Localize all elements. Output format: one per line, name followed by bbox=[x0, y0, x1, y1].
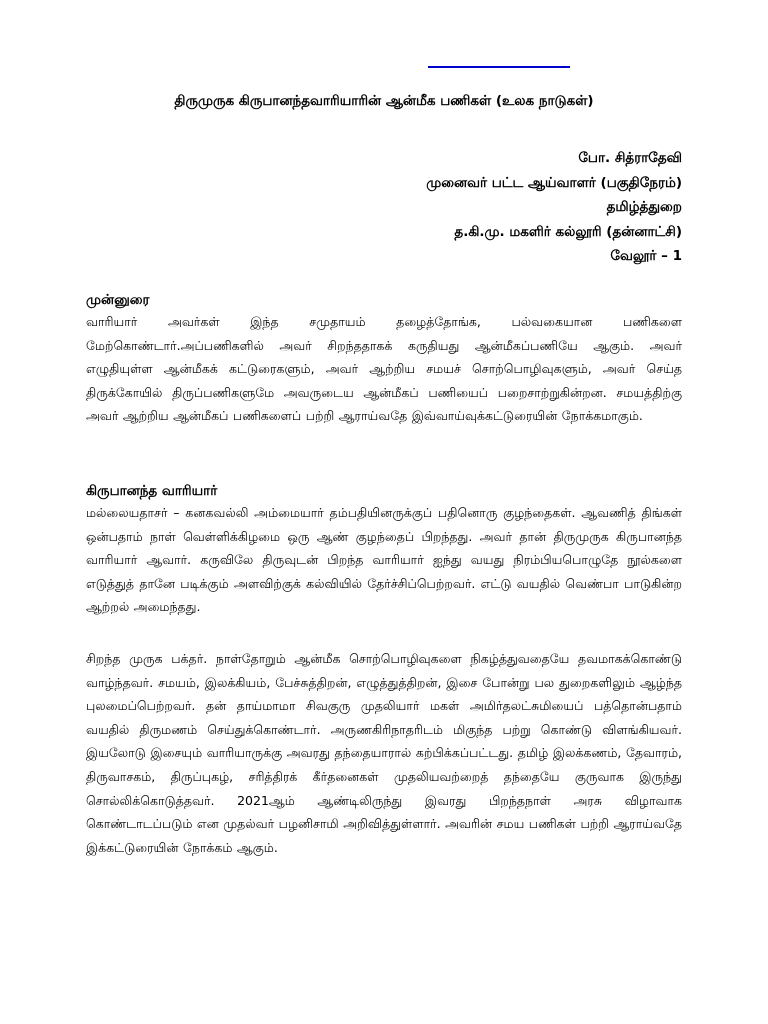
author-college: த.கி.மு. மகளிர் கல்லூரி (தன்னாட்சி) bbox=[454, 223, 682, 240]
intro-section bbox=[86, 290, 682, 428]
header-link-underline bbox=[428, 66, 570, 68]
intro-heading: முன்னுரை bbox=[86, 292, 150, 308]
devotion-paragraph: சிறந்த முருக பக்தர். நாள்தோறும் ஆன்மீக சொற்பொழிவுகளை நிகழ்த்துவதையே தவமாகக்கொண்டு வாழ்ந்தவர். சமயம், இலக்கியம், பேச்சுத்திறன், எழுத்துத்திறன், இசை போன்று பல துறைகளிலும் ஆழ்ந்த புலமைப்பெற்றவர். தன் தாய்மாமா சிவகுரு முதலியார் மகள் அமிர்தலட்சுமியைப் பத்தொன்பதாம் வயதில் திருமணம் செய்துக்கொண்டார். அருணகிரிநாதரிடம் மிகுந்த பற்று கொண்டு விளங்கியவர். இயலோடு இசையும் வாரியாருக்கு அவரது தந்தையாரால் கற்பிக்கப்பட்டது. தமிழ் இலக்கணம், தேவாரம், திருவாசகம், திருப்புகழ், சரித்திரக் கீர்தனைகள் முதலியவற்றைத் தந்தையே குருவாக இருந்து சொல்லிக்கொடுத்தவர். 2021ஆம் ஆண்டிலிருந்து இவரது பிறந்தநாள் அரசு விழாவாக கொண்டாடப்படும் என முதல்வர் பழனிசாமி அறிவித்துள்ளார். அவரின் சமய பணிகள் பற்றி ஆராய்வதே இக்கட்டுரையின் நோக்கம் ஆகும். bbox=[86, 651, 682, 855]
page-title: திருமுருக கிருபானந்தவாரியாரின் ஆன்மீக பணிகள் (உலக நாடுகள்) bbox=[174, 93, 594, 109]
author-city: வேலூர் – 1 bbox=[610, 248, 682, 264]
intro-paragraph: வாரியார் அவர்கள் இந்த சமுதாயம் தழைத்தோங்க, பல்வகையான பணிகளை மேற்கொண்டார்.அப்பணிகளில் அவர் சிறந்ததாகக் கருதியது ஆன்மீகப்பணியே ஆகும். அவர் எழுதியுள்ள ஆன்மீகக் கட்டுரைகளும், அவர் ஆற்றிய சமயச் சொற்பொழிவுகளும், அவர் செய்த திருக்கோயில் திருப்பணிகளுமே அவருடைய ஆன்மீகப் பணியைப் பறைசாற்றுகின்றன. சமயத்திற்கு அவர் ஆற்றிய ஆன்மீகப் பணிகளைப் பற்றி ஆராய்வதே இவ்வாய்வுக்கட்டுரையின் நோக்கமாகும். bbox=[86, 314, 682, 424]
bio-section bbox=[86, 481, 682, 619]
devotion-section bbox=[86, 647, 682, 859]
bio-paragraph: மல்லையதாசர் – கனகவல்லி அம்மையார் தம்பதியினருக்குப் பதினொரு குழந்தைகள். ஆவணித் திங்கள் ஒன்பதாம் நாள் வெள்ளிக்கிழமை ஒரு ஆண் குழந்தைப் பிறந்தது. அவர் தான் திருமுருக கிருபானந்த வாரியார் ஆவார். கருவிலே திருவுடன் பிறந்த வாரியார் ஐந்து வயது நிரம்பியபொழுதே நூல்களை எடுத்துத் தானே படிக்கும் அளவிற்குக் கல்வியில் தேர்ச்சிப்பெற்றவர். எட்டு வயதில் வெண்பா பாடுகின்ற ஆற்றல் அமைந்தது. bbox=[86, 505, 682, 615]
author-department: தமிழ்த்துறை bbox=[606, 199, 682, 215]
author-name: போ. சித்ராதேவி bbox=[578, 150, 682, 166]
author-role: முனைவர் பட்ட ஆய்வாளர் (பகுதிநேரம்) bbox=[426, 174, 682, 191]
bio-heading: கிருபானந்த வாரியார் bbox=[86, 483, 218, 499]
author-block bbox=[222, 146, 682, 269]
